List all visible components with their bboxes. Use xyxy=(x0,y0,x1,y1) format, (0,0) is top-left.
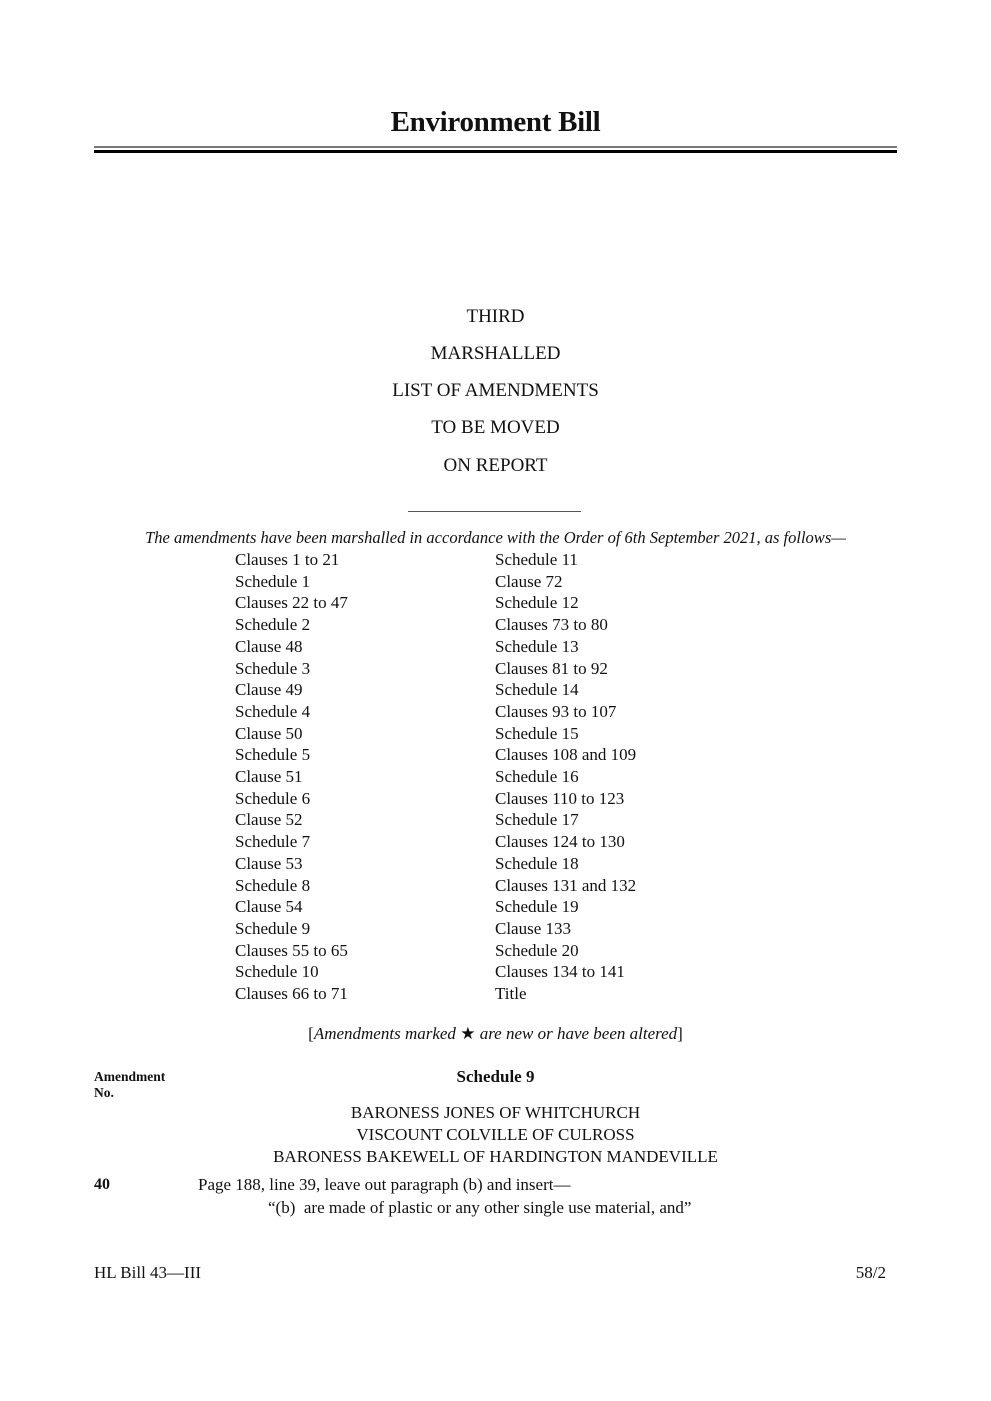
order-item: Clause 52 xyxy=(235,810,303,830)
order-item: Clause 50 xyxy=(235,723,303,743)
order-item: Clause 51 xyxy=(235,767,303,787)
order-item: Clauses 73 to 80 xyxy=(495,615,608,635)
document-title: Environment Bill xyxy=(390,106,601,138)
order-item: Clause 133 xyxy=(495,918,572,938)
order-item: Clauses 55 to 65 xyxy=(235,940,348,960)
order-item: Title xyxy=(495,984,527,1004)
sponsor-name: BARONESS BAKEWELL OF HARDINGTON MANDEVILLE xyxy=(273,1147,718,1166)
order-item: Clauses 131 and 132 xyxy=(495,875,637,895)
order-item: Schedule 2 xyxy=(235,615,311,635)
order-item: Schedule 14 xyxy=(495,680,579,700)
order-item: Clauses 66 to 71 xyxy=(235,984,348,1004)
amendment-label-line1: Amendment xyxy=(94,1069,166,1084)
note-text-before: Amendments marked xyxy=(313,1024,461,1043)
order-item: Schedule 16 xyxy=(495,767,579,787)
order-item: Clauses 22 to 47 xyxy=(235,593,348,613)
footer-bill-reference: HL Bill 43—III xyxy=(94,1263,202,1282)
star-icon: ★ xyxy=(460,1024,476,1043)
order-item: Clause 53 xyxy=(235,853,303,873)
order-item: Clauses 110 to 123 xyxy=(495,788,625,808)
sponsor-list xyxy=(0,1102,991,1168)
amendment-label-line2: No. xyxy=(94,1085,114,1100)
heading-line-2: MARSHALLED xyxy=(430,343,561,364)
order-item: Clauses 93 to 107 xyxy=(495,701,617,721)
heading-line-3: LIST OF AMENDMENTS xyxy=(392,380,599,401)
order-item: Schedule 18 xyxy=(495,853,579,873)
order-item: Clauses 134 to 141 xyxy=(495,962,625,982)
order-item: Schedule 19 xyxy=(495,897,579,917)
order-item: Clause 54 xyxy=(235,897,303,917)
footer-page-reference: 58/2 xyxy=(855,1263,886,1282)
order-item: Clauses 108 and 109 xyxy=(495,745,637,765)
order-item: Schedule 11 xyxy=(495,550,578,569)
sponsor-name: VISCOUNT COLVILLE OF CULROSS xyxy=(356,1125,635,1144)
order-item: Clauses 81 to 92 xyxy=(495,658,608,678)
order-item: Clauses 1 to 21 xyxy=(235,550,340,569)
order-item: Schedule 10 xyxy=(235,962,319,982)
heading-line-5: ON REPORT xyxy=(443,455,548,476)
note-open-bracket: [ xyxy=(308,1024,314,1043)
order-item: Schedule 15 xyxy=(495,723,579,743)
order-item: Schedule 1 xyxy=(235,571,311,591)
amendment-insert-text: “(b) are made of plastic or any other single use material, and” xyxy=(268,1198,692,1217)
amendment-number: 40 xyxy=(94,1176,110,1193)
order-item: Schedule 4 xyxy=(235,701,311,721)
order-item: Schedule 20 xyxy=(495,940,579,960)
marshalling-intro: The amendments have been marshalled in accordance with the Order of 6th September 2021, as follows— xyxy=(145,528,846,547)
title-rule-thin xyxy=(94,146,897,148)
order-item: Schedule 12 xyxy=(495,593,579,613)
order-item: Schedule 7 xyxy=(235,832,311,852)
order-item: Clause 49 xyxy=(235,680,303,700)
order-item: Clause 72 xyxy=(495,571,563,591)
order-item: Schedule 6 xyxy=(235,788,311,808)
separator-rule xyxy=(408,511,581,512)
order-list-right xyxy=(495,549,636,1005)
heading-line-4: TO BE MOVED xyxy=(431,417,560,438)
sponsor-name: BARONESS JONES OF WHITCHURCH xyxy=(350,1103,641,1122)
order-item: Schedule 13 xyxy=(495,636,579,656)
order-item: Schedule 3 xyxy=(235,658,311,678)
star-note xyxy=(0,1024,991,1044)
order-item: Schedule 17 xyxy=(495,810,579,830)
heading-line-1: THIRD xyxy=(466,306,525,327)
order-item: Clauses 124 to 130 xyxy=(495,832,625,852)
section-heading: Schedule 9 xyxy=(456,1067,535,1086)
order-item: Schedule 5 xyxy=(235,745,311,765)
note-close-bracket: ] xyxy=(677,1024,683,1043)
title-rule-thick xyxy=(94,150,897,153)
amendment-instruction: Page 188, line 39, leave out paragraph (b) and insert— xyxy=(198,1175,571,1194)
order-item: Schedule 9 xyxy=(235,918,311,938)
order-item: Clause 48 xyxy=(235,636,303,656)
note-text-after: are new or have been altered xyxy=(475,1024,678,1043)
order-item: Schedule 8 xyxy=(235,875,311,895)
order-list-left xyxy=(235,549,348,1005)
